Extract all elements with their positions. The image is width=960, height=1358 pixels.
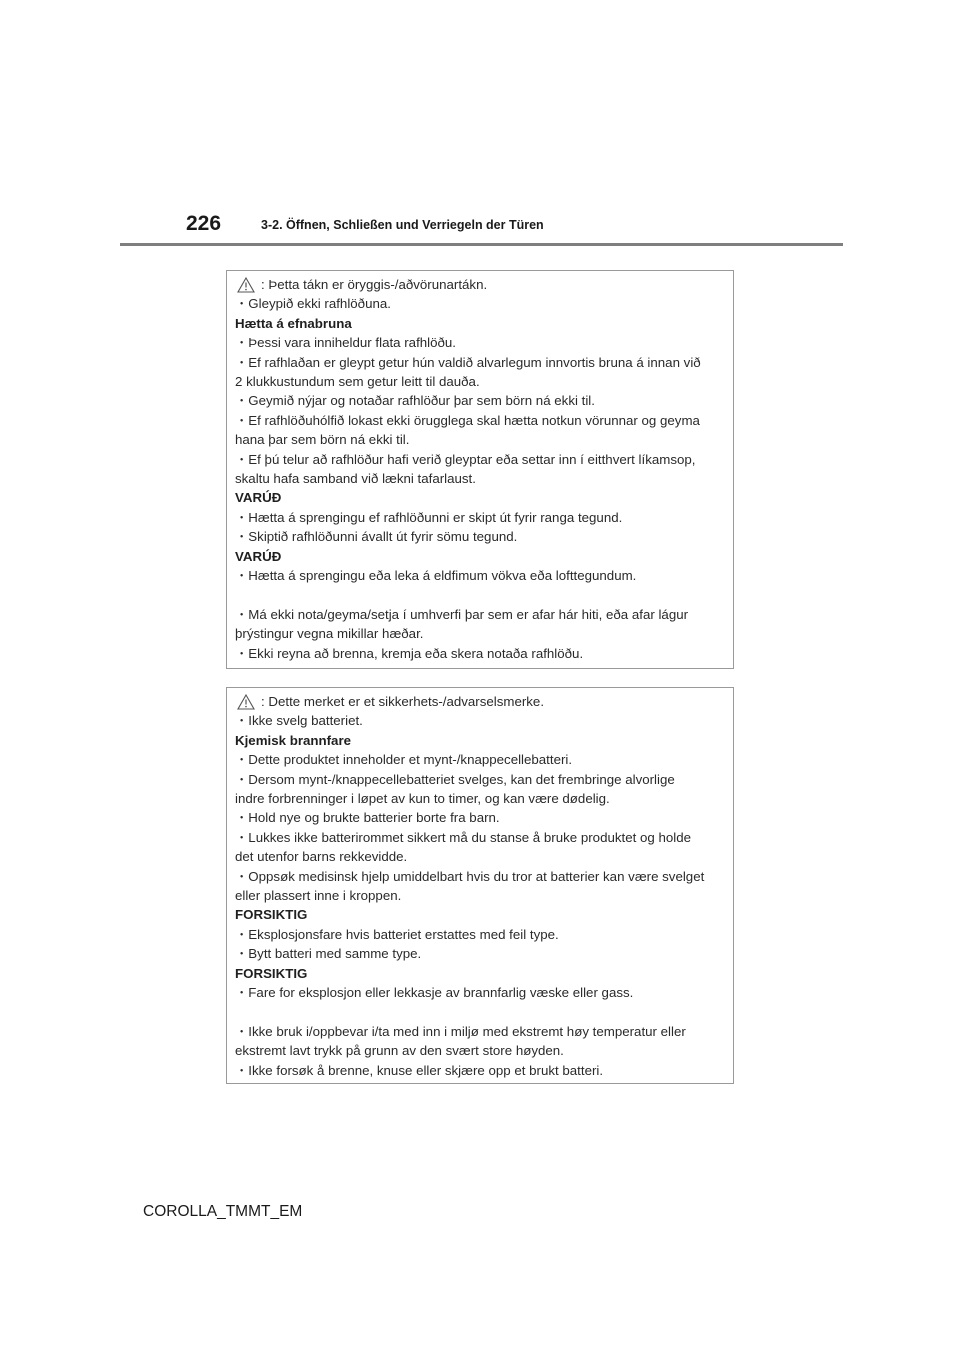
blank-line bbox=[235, 586, 725, 605]
warning-line: ・Hætta á sprengingu ef rafhlöðunni er skipt út fyrir ranga tegund. bbox=[235, 509, 623, 525]
warning-line: ・Þessi vara inniheldur flata rafhlöðu. bbox=[235, 335, 456, 351]
warning-line: ekstremt lavt trykk på grunn av den svært store høyden. bbox=[235, 1043, 564, 1059]
warning-line bbox=[235, 275, 725, 294]
warning-line: ・Gleypið ekki rafhlöðuna. bbox=[235, 296, 391, 312]
header-rule bbox=[120, 243, 843, 246]
warning-heading: Hætta á efnabruna bbox=[235, 315, 352, 331]
warning-heading: FORSIKTIG bbox=[235, 907, 308, 923]
warning-line: det utenfor barns rekkevidde. bbox=[235, 849, 408, 865]
warning-heading: FORSIKTIG bbox=[235, 965, 308, 981]
warning-line: ・Oppsøk medisinsk hjelp umiddelbart hvis du tror at batterier kan være svelget bbox=[235, 868, 705, 884]
footer-code: COROLLA_TMMT_EM bbox=[143, 1203, 303, 1220]
warning-box-norwegian bbox=[226, 687, 734, 1084]
warning-line-text: : Þetta tákn er öryggis-/aðvörunartákn. bbox=[261, 277, 488, 292]
warning-line: 2 klukkustundum sem getur leitt til dauða. bbox=[235, 374, 480, 390]
warning-line: ・Ekki reyna að brenna, kremja eða skera notaða rafhlöðu. bbox=[235, 645, 584, 661]
warning-line: skaltu hafa samband við lækni tafarlaust. bbox=[235, 471, 476, 487]
warning-line: þrýstingur vegna mikillar hæðar. bbox=[235, 626, 424, 642]
warning-line: ・Lukkes ikke batterirommet sikkert må du stanse å bruke produktet og holde bbox=[235, 829, 692, 845]
section-title: 3-2. Öffnen, Schließen und Verriegeln der Türen bbox=[261, 218, 544, 232]
warning-line: ・Ef þú telur að rafhlöður hafi verið gleyptar eða settar inn í eitthvert líkamsop, bbox=[235, 451, 696, 467]
warning-line: ・Hætta á sprengingu eða leka á eldfimum vökva eða lofttegundum. bbox=[235, 568, 637, 584]
warning-line: ・Ef rafhlöðuhólfið lokast ekki örugglega skal hætta notkun vörunnar og geyma bbox=[235, 412, 700, 428]
warning-triangle-icon bbox=[237, 277, 255, 293]
warning-line: eller plassert inne i kroppen. bbox=[235, 888, 402, 904]
warning-line: ・Má ekki nota/geyma/setja í umhverfi þar sem er afar hár hiti, eða afar lágur bbox=[235, 606, 689, 622]
warning-line: ・Ef rafhlaðan er gleypt getur hún valdið alvarlegum innvortis bruna á innan við bbox=[235, 354, 701, 370]
warning-line bbox=[235, 692, 725, 711]
warning-line: ・Dette produktet inneholder et mynt-/knappecellebatteri. bbox=[235, 752, 573, 768]
warning-line-text: : Dette merket er et sikkerhets-/advarselsmerke. bbox=[261, 694, 545, 709]
warning-line: ・Ikke forsøk å brenne, knuse eller skjære opp et brukt batteri. bbox=[235, 1062, 604, 1078]
warning-line: ・Dersom mynt-/knappecellebatteriet svelges, kan det frembringe alvorlige bbox=[235, 771, 675, 787]
warning-heading: VARÚÐ bbox=[235, 490, 282, 506]
blank-line bbox=[235, 1003, 725, 1022]
warning-heading: Kjemisk brannfare bbox=[235, 732, 352, 748]
warning-line: ・Bytt batteri med samme type. bbox=[235, 946, 422, 962]
warning-line: hana þar sem börn ná ekki til. bbox=[235, 432, 410, 448]
warning-line: ・Ikke bruk i/oppbevar i/ta med inn i miljø med ekstremt høy temperatur eller bbox=[235, 1023, 686, 1039]
warning-line: ・Hold nye og brukte batterier borte fra barn. bbox=[235, 810, 500, 826]
warning-line: ・Eksplosjonsfare hvis batteriet erstattes med feil type. bbox=[235, 926, 559, 942]
page-number: 226 bbox=[186, 212, 222, 235]
warning-line: indre forbrenninger i løpet av kun to timer, og kan være dødelig. bbox=[235, 791, 610, 807]
warning-heading: VARÚÐ bbox=[235, 548, 282, 564]
warning-triangle-icon bbox=[237, 694, 255, 710]
warning-box-icelandic bbox=[226, 270, 734, 669]
warning-line: ・Fare for eksplosjon eller lekkasje av brannfarlig væske eller gass. bbox=[235, 985, 634, 1001]
warning-line: ・Geymið nýjar og notaðar rafhlöður þar sem börn ná ekki til. bbox=[235, 393, 595, 409]
warning-line: ・Ikke svelg batteriet. bbox=[235, 713, 363, 729]
warning-line: ・Skiptið rafhlöðunni ávallt út fyrir sömu tegund. bbox=[235, 529, 518, 545]
